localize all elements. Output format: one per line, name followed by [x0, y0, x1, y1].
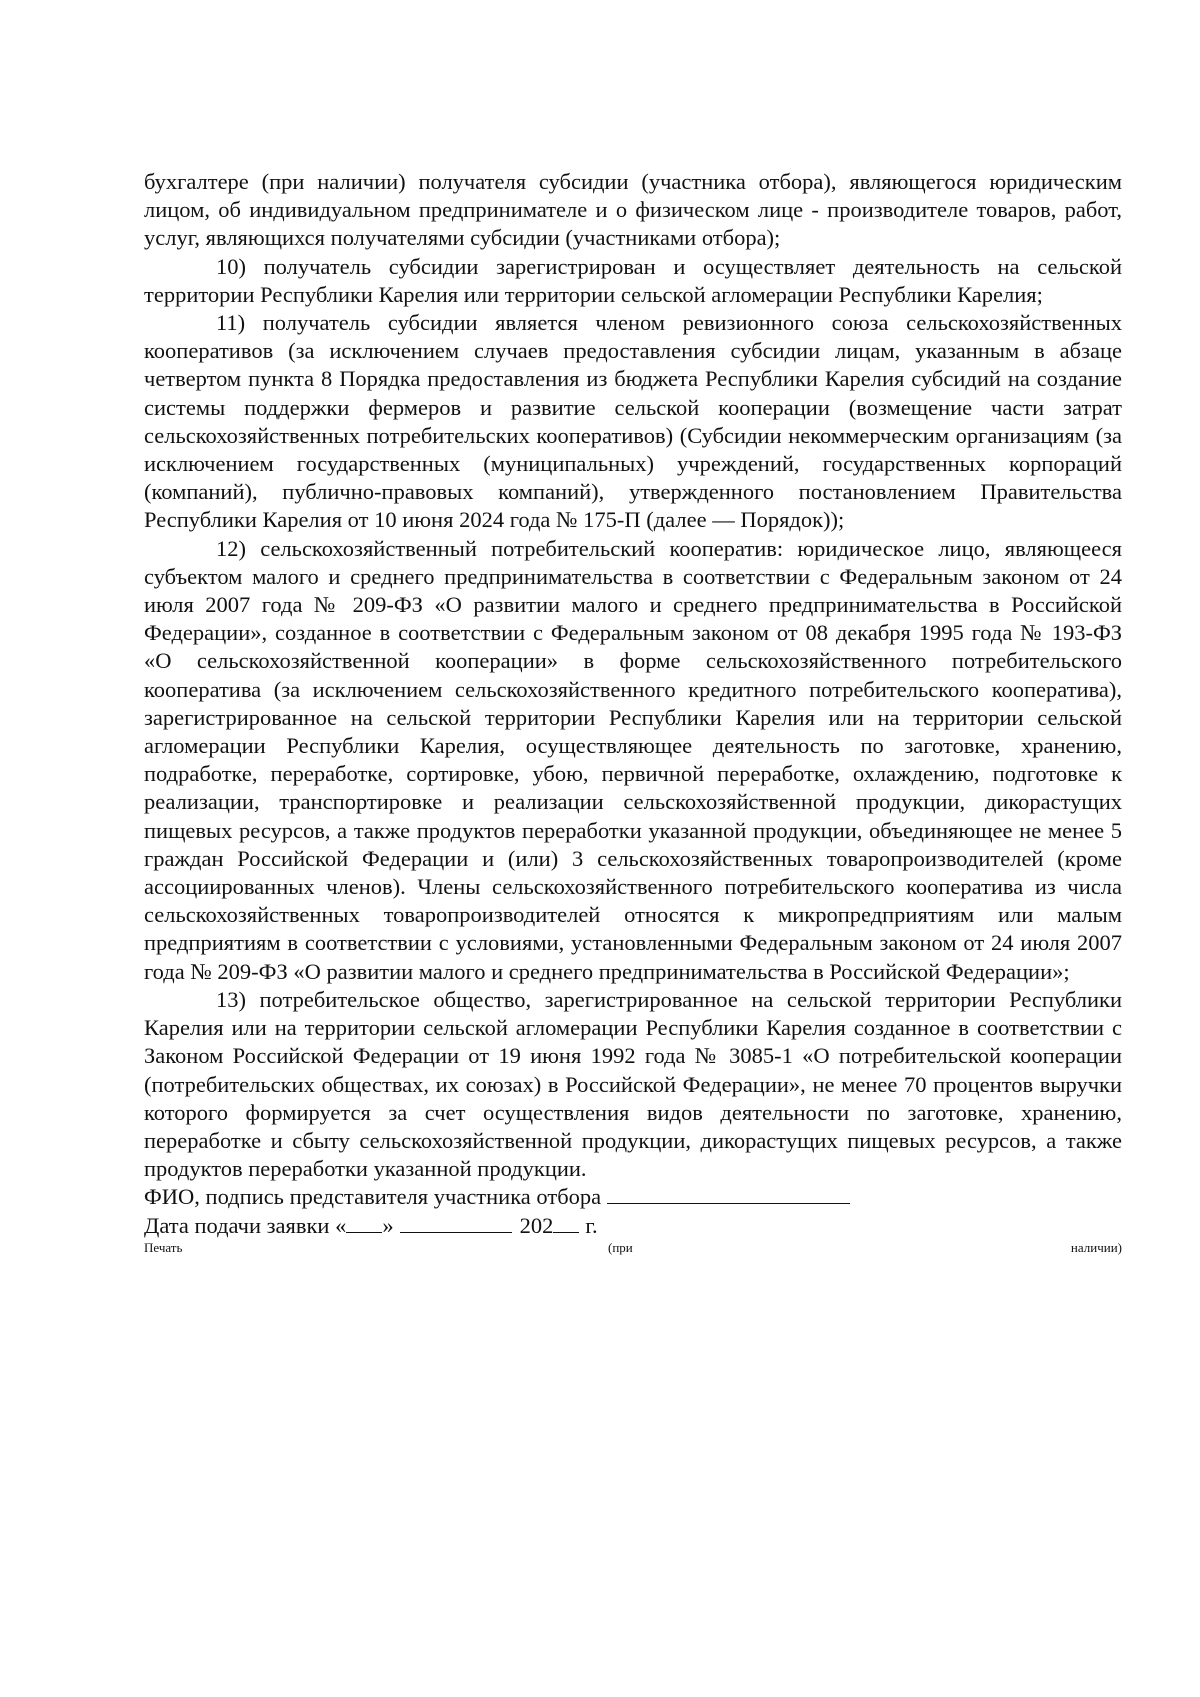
- date-month-blank[interactable]: [400, 1212, 512, 1233]
- paragraph-continuation: бухгалтере (при наличии) получателя субсидии (участника отбора), являющегося юридическим лицом, об индивидуальном предпринимателе и о физическом лице - производителе товаров, работ, услуг, являющихся получателями субсидии (участниками отбора);: [144, 169, 1122, 251]
- seal-note-start: (при: [608, 1239, 633, 1255]
- date-suffix: г.: [585, 1212, 598, 1238]
- signature-label: ФИО, подпись представителя участника отбора: [144, 1184, 602, 1210]
- paragraph-item-11: 11) получатель субсидии является членом ревизионного союза сельскохозяйственных кооперативов (за исключением случаев предоставления субсидии лицам, указанным в абзаце четвертом пункта 8 Порядка предоставления из бюджета Республики Карелия субсидий на создание системы поддержки фермеров и развитие сельской кооперации (возмещение части затрат сельскохозяйственных потребительских кооперативов) (Субсидии некоммерческим организациям (за исключением государственных (муниципальных) учреждений, государственных корпораций (компаний), публично-правовых компаний), утвержденного постановлением Правительства Республики Карелия от 10 июня 2024 года № 175-П (далее — Порядок));: [144, 310, 1122, 533]
- paragraph-item-10: 10) получатель субсидии зарегистрирован и осуществляет деятельность на сельской территории Республики Карелия или территории сельской агломерации Республики Карелия;: [144, 253, 1122, 307]
- document-page: [144, 168, 1122, 1258]
- date-line: [144, 1212, 1122, 1240]
- paragraph-item-12: 12) сельскохозяйственный потребительский кооператив: юридическое лицо, являющееся субъектом малого и среднего предпринимательства в соответствии с Федеральным законом от 24 июля 2007 года № 209-ФЗ «О развитии малого и среднего предпринимательства в Российской Федерации», созданное в соответствии с Федеральным законом от 08 декабря 1995 года № 193-ФЗ «О сельскохозяйственной кооперации» в форме сельскохозяйственного потребительского кооператива (за исключением сельскохозяйственного кредитного потребительского кооператива), зарегистрированное на сельской территории Республики Карелия или на территории сельской агломерации Республики Карелия, осуществляющее деятельность по заготовке, хранению, подработке, переработке, сортировке, убою, первичной переработке, охлаждению, подготовке к реализации, транспортировке и реализации сельскохозяйственной продукции, дикорастущих пищевых ресурсов, а также продуктов переработки указанной продукции, объединяющее не менее 5 граждан Российской Федерации и (или) 3 сельскохозяйственных товаропроизводителей (кроме ассоциированных членов). Члены сельскохозяйственного потребительского кооператива из числа сельскохозяйственных товаропроизводителей относятся к микропредприятиям или малым предприятиям в соответствии с условиями, установленными Федеральным законом от 24 июля 2007 года № 209-ФЗ «О развитии малого и среднего предпринимательства в Российской Федерации»;: [144, 535, 1122, 984]
- date-prefix: Дата подачи заявки «: [144, 1212, 347, 1238]
- seal-row: [144, 1240, 1122, 1258]
- signature-blank[interactable]: [607, 1183, 850, 1204]
- seal-note-end: наличии): [1070, 1239, 1122, 1255]
- signature-line: [144, 1183, 1122, 1211]
- date-year-prefix: 202: [519, 1212, 554, 1238]
- paragraph-item-13: 13) потребительское общество, зарегистрированное на сельской территории Республики Карелия или на территории сельской агломерации Республики Карелия созданное в соответствии с Законом Российской Федерации от 19 июня 1992 года № 3085-1 «О потребительской кооперации (потребительских обществах, их союзах) в Российской Федерации», не менее 70 процентов выручки которого формируется за счет осуществления видов деятельности по заготовке, хранению, переработке и сбыту сельскохозяйственной продукции, дикорастущих пищевых ресурсов, а также продуктов переработки указанной продукции.: [144, 986, 1122, 1182]
- date-day-blank[interactable]: [346, 1212, 382, 1233]
- date-quote-close: »: [382, 1212, 394, 1238]
- date-year-blank[interactable]: [553, 1212, 579, 1233]
- seal-label: Печать: [144, 1239, 183, 1255]
